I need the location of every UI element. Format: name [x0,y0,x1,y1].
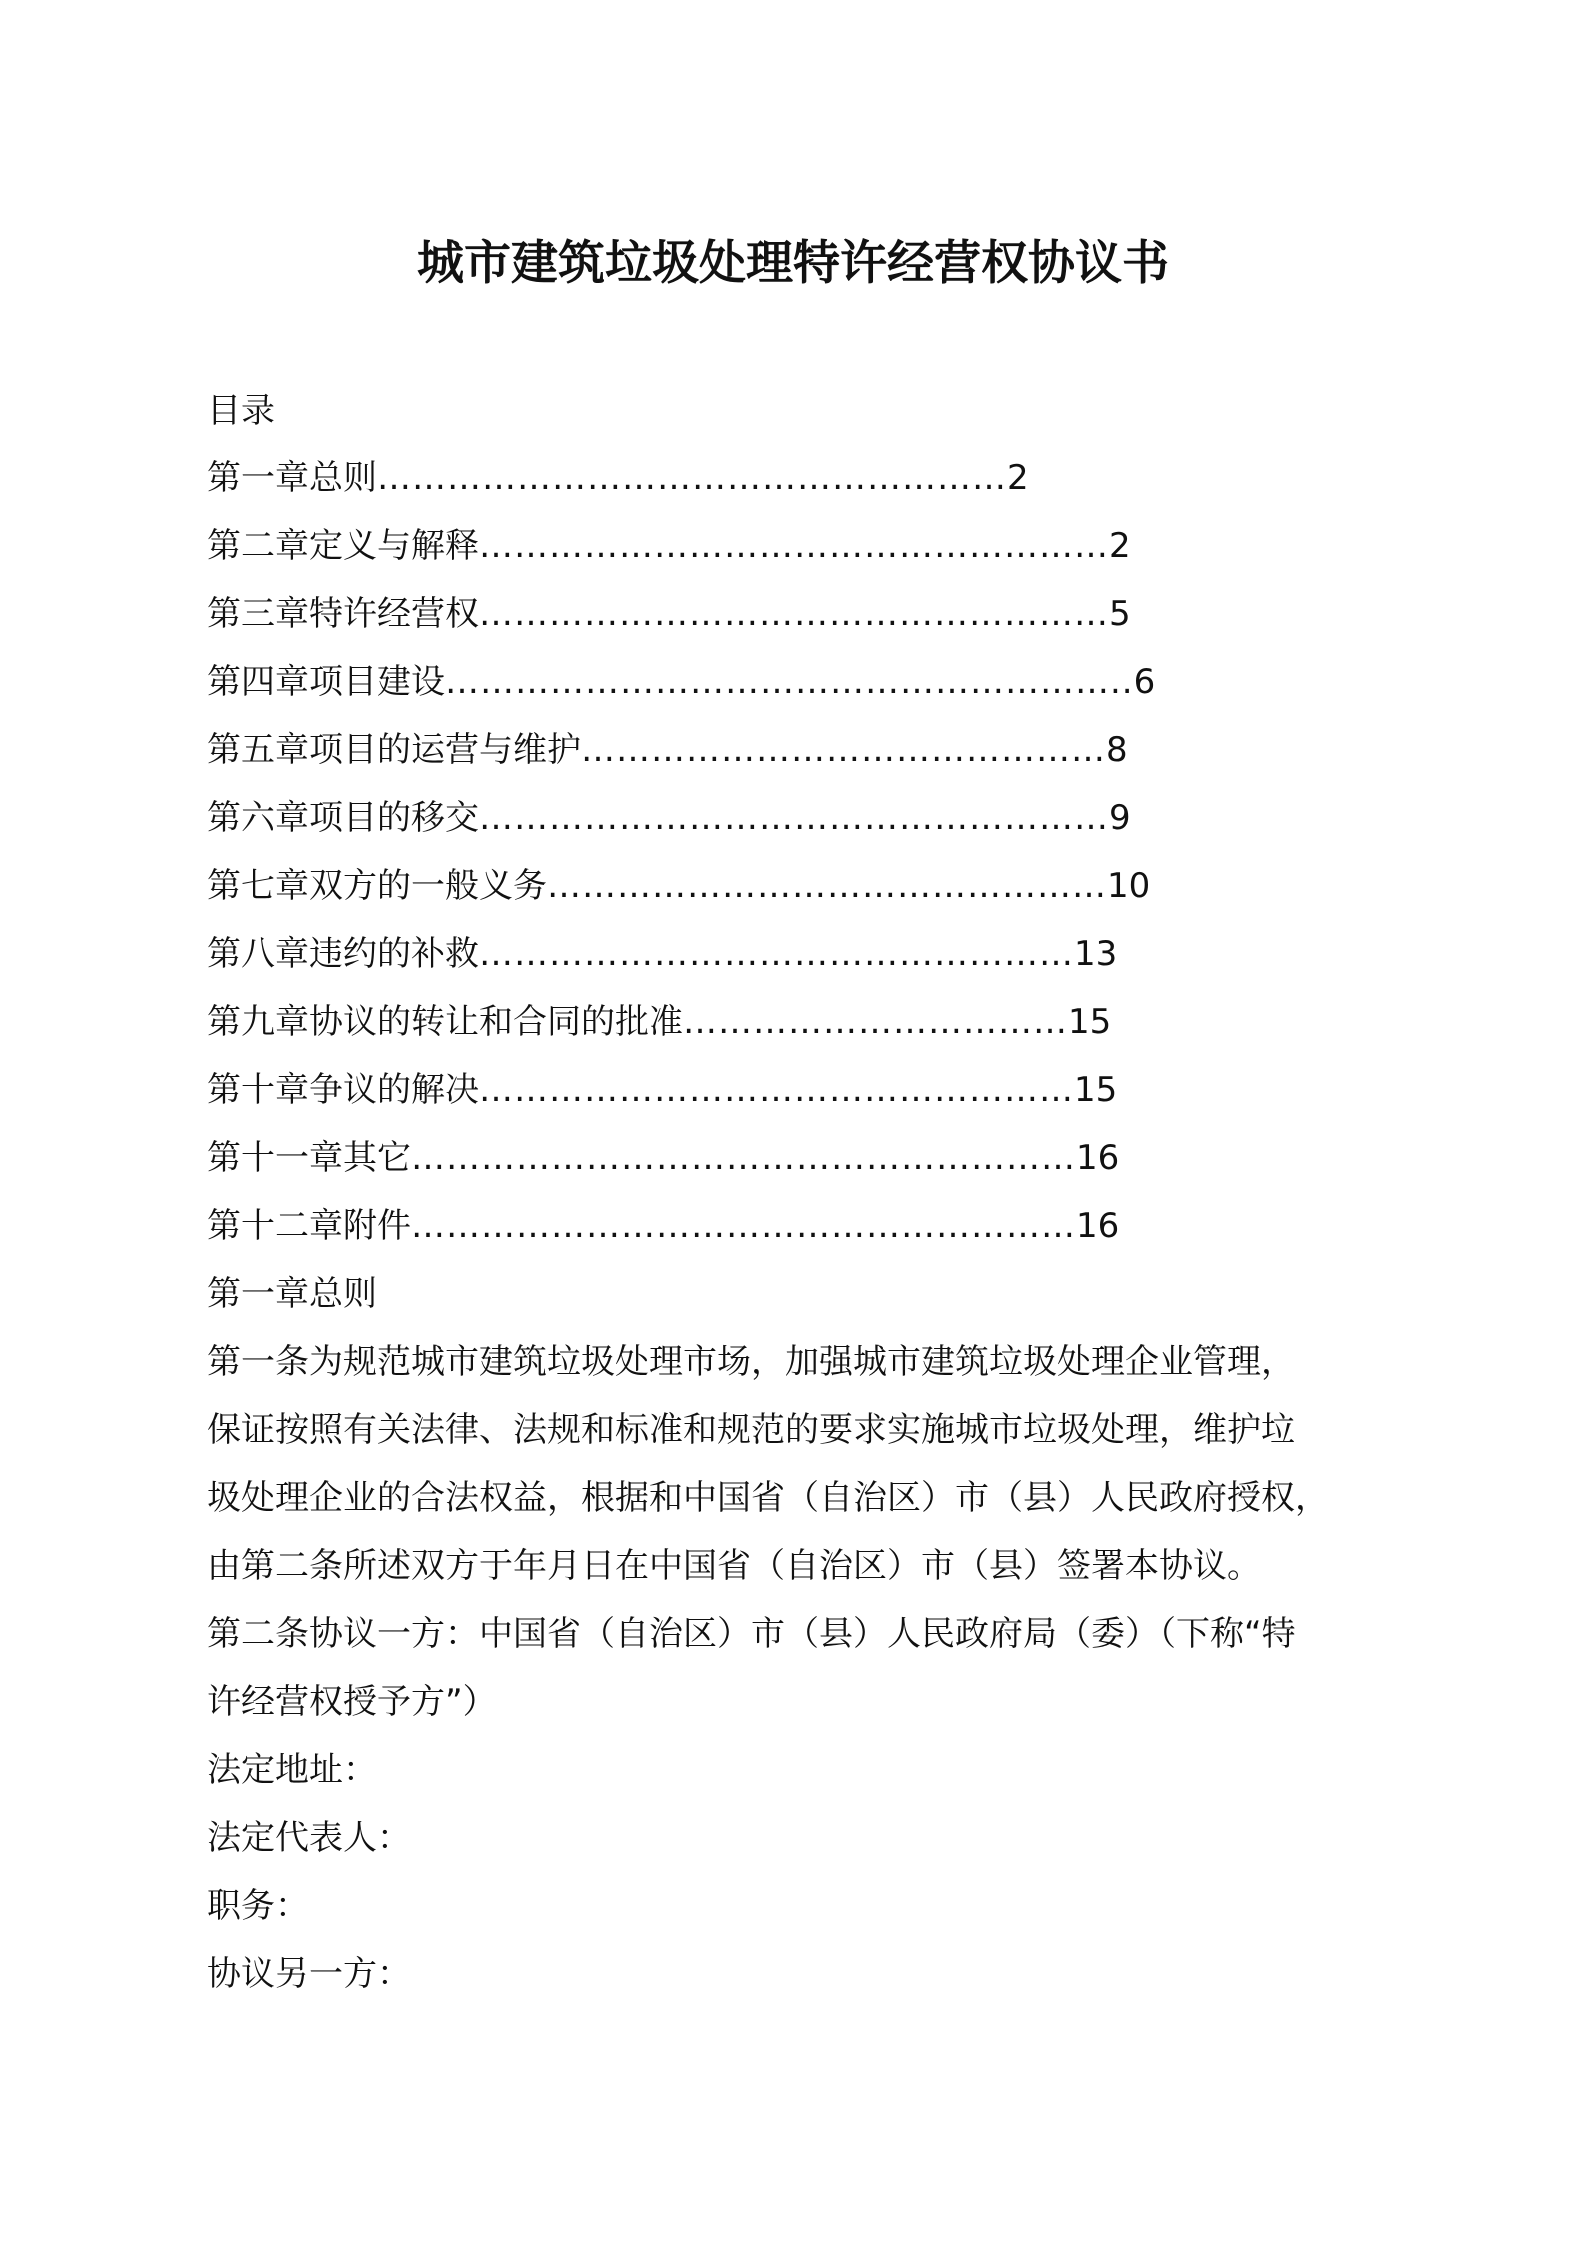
toc-entry-leader: ………………………………………………… [411,1206,1076,1246]
toc-entry-page: 9 [1109,798,1131,838]
toc-entry-label: 第十一章其它 [207,1138,411,1178]
toc-entry-page: 5 [1109,594,1131,634]
toc-entry-label: 第一章总则 [207,458,377,498]
toc-entry [207,1200,1119,1252]
body-paragraph-line: 保证按照有关法律、法规和标准和规范的要求实施城市垃圾处理，维护垃 [207,1410,1295,1450]
toc-entry-page: 15 [1074,1070,1118,1110]
toc-entry [207,1064,1117,1116]
toc-entry-page: 2 [1007,458,1029,498]
toc-entry [207,860,1150,912]
field-position: 职务： [207,1886,309,1926]
field-other-party: 协议另一方： [207,1954,411,1994]
toc-entry-label: 第十章争议的解决 [207,1070,479,1110]
toc-entry-label: 第十二章附件 [207,1206,411,1246]
toc-entry-page: 6 [1133,662,1156,702]
chapter-heading: 第一章总则 [207,1274,377,1314]
toc-entry [207,724,1128,776]
body-paragraph-line: 许经营权授予方”） [207,1682,497,1722]
toc-entry-leader: ……………………………………………… [479,526,1109,566]
toc-entry-leader: ……………………………………………… [479,798,1109,838]
toc-entry-leader: ………………………………………………….. [445,662,1134,702]
toc-entry-leader: ………………………………………… [547,866,1107,906]
toc-entry-leader: …………………………………………… [479,1070,1074,1110]
toc-entry-label: 第四章项目建设 [207,662,445,702]
toc-entry-label: 第二章定义与解释 [207,526,479,566]
toc-entry [207,996,1111,1048]
document-title: 城市建筑垃圾处理特许经营权协议书 [417,236,1169,291]
body-paragraph-line: 由第二条所述双方于年月日在中国省（自治区）市（县）签署本协议。 [207,1546,1261,1586]
toc-entry-label: 第九章协议的转让和合同的批准 [207,1002,683,1042]
toc-entry-leader: …………………………… [683,1002,1068,1042]
toc-entry-page: 8 [1106,730,1128,770]
toc-entry [207,1132,1119,1184]
field-legal-address: 法定地址： [207,1750,377,1790]
body-paragraph-line: 圾处理企业的合法权益，根据和中国省（自治区）市（县）人民政府授权， [207,1478,1329,1518]
toc-entry [207,452,1029,504]
toc-entry-page: 16 [1076,1138,1120,1178]
toc-entry [207,656,1155,708]
toc-entry-page: 10 [1107,866,1151,906]
toc-entry-leader: ……………………………………………… [377,458,1007,498]
toc-entry-page: 13 [1074,934,1118,974]
toc-entry [207,792,1131,844]
toc-entry-label: 第七章双方的一般义务 [207,866,547,906]
toc-entry-leader: …………………………………………… [479,934,1074,974]
toc-entry-label: 第三章特许经营权 [207,594,479,634]
toc-entry-leader: ………………………………………………… [411,1138,1076,1178]
toc-entry [207,928,1117,980]
toc-entry-leader: ……………………………………………… [479,594,1109,634]
toc-entry-label: 第五章项目的运营与维护 [207,730,581,770]
toc-entry-leader: ……………………………………… [581,730,1106,770]
toc-entry-page: 16 [1076,1206,1120,1246]
toc-heading: 目录 [207,391,275,431]
body-paragraph-line: 第一条为规范城市建筑垃圾处理市场，加强城市建筑垃圾处理企业管理， [207,1342,1295,1382]
toc-entry-label: 第六章项目的移交 [207,798,479,838]
toc-entry [207,588,1131,640]
toc-entry-page: 15 [1068,1002,1112,1042]
field-legal-representative: 法定代表人： [207,1818,411,1858]
body-paragraph-line: 第二条协议一方：中国省（自治区）市（县）人民政府局（委）（下称“特 [207,1614,1296,1654]
toc-entry [207,520,1131,572]
toc-entry-label: 第八章违约的补救 [207,934,479,974]
toc-entry-page: 2 [1109,526,1131,566]
